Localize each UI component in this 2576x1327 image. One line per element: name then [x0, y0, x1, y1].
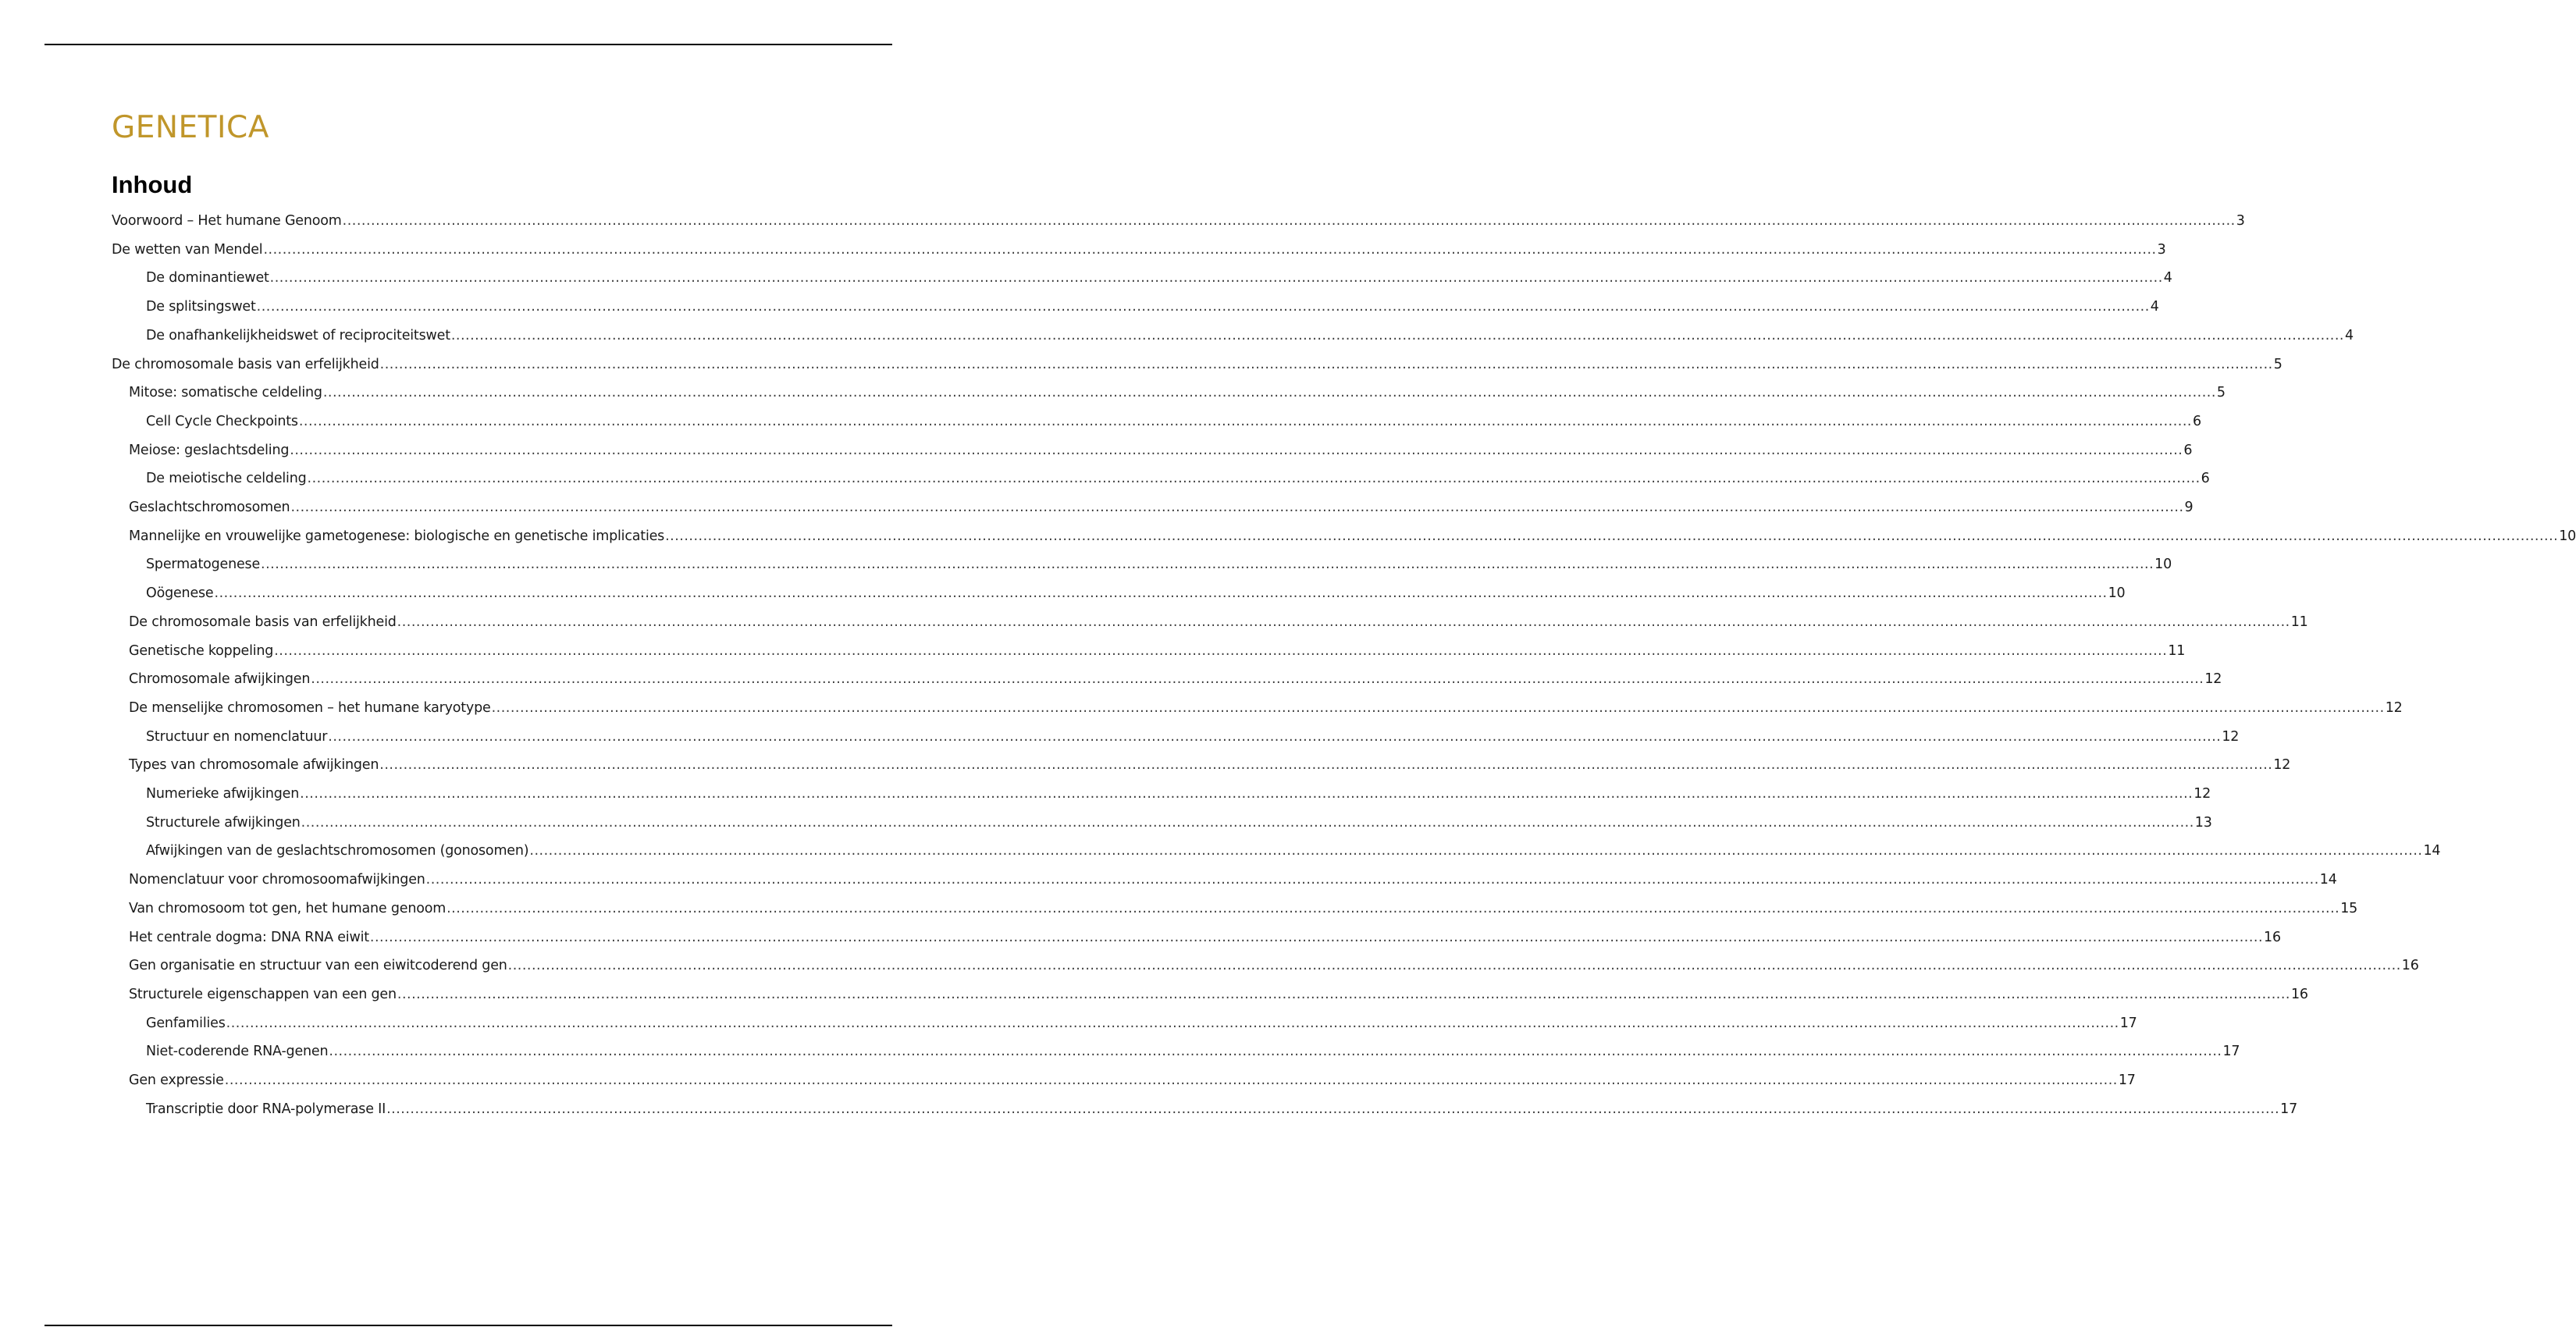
toc-dot-leader: ................................................................................................................................................................................................................................................................................................................................................................................................................ [290, 442, 2183, 458]
toc-entry-label: Niet-coderende RNA-genen [146, 1044, 329, 1060]
toc-page-number: 3 [2236, 213, 2245, 229]
toc-entry-label: De dominantiewet [146, 270, 269, 286]
toc-entry-label: Structuur en nomenclatuur [146, 728, 328, 745]
toc-entry[interactable] [112, 324, 2354, 347]
toc-entry[interactable] [112, 639, 2186, 663]
toc-dot-leader: ................................................................................................................................................................................................................................................................................................................................................................................................................ [507, 958, 2401, 974]
toc-page-number: 6 [2183, 442, 2193, 458]
toc-page-number: 17 [2222, 1044, 2240, 1060]
toc-entry[interactable] [112, 926, 2281, 949]
toc-page-number: 12 [2222, 728, 2240, 745]
toc-entry-label: Van chromosoom tot gen, het humane genoom [129, 900, 447, 916]
toc-dot-leader: ................................................................................................................................................................................................................................................................................................................................................................................................................ [256, 299, 2150, 315]
toc-entry-label: Meiose: geslachtsdeling [129, 442, 290, 458]
toc-dot-leader: ................................................................................................................................................................................................................................................................................................................................................................................................................ [425, 872, 2319, 888]
document-title: GENETICA [112, 110, 269, 145]
toc-entry[interactable] [112, 553, 2172, 576]
toc-dot-leader: ................................................................................................................................................................................................................................................................................................................................................................................................................ [311, 671, 2204, 688]
toc-entry[interactable] [112, 439, 2193, 462]
toc-dot-leader: ................................................................................................................................................................................................................................................................................................................................................................................................................ [298, 413, 2192, 429]
toc-dot-leader: ................................................................................................................................................................................................................................................................................................................................................................................................................ [307, 471, 2201, 487]
toc-entry-label: Genetische koppeling [129, 642, 274, 659]
toc-page-number: 15 [2340, 900, 2358, 916]
toc-page-number: 12 [2194, 786, 2211, 802]
toc-entry-label: Structurele eigenschappen van een gen [129, 986, 397, 1002]
toc-dot-leader: ................................................................................................................................................................................................................................................................................................................................................................................................................ [322, 385, 2216, 401]
toc-page-number: 4 [2344, 327, 2354, 343]
toc-entry[interactable] [112, 868, 2337, 891]
toc-page-number: 4 [2150, 299, 2159, 315]
toc-entry[interactable] [112, 381, 2226, 404]
toc-page-number: 10 [2559, 528, 2576, 544]
toc-entry[interactable] [112, 667, 2222, 691]
toc-page-number: 6 [2201, 471, 2210, 487]
toc-dot-leader: ................................................................................................................................................................................................................................................................................................................................................................................................................ [386, 1101, 2280, 1117]
toc-page-number: 17 [2119, 1015, 2137, 1031]
toc-dot-leader: ................................................................................................................................................................................................................................................................................................................................................................................................................ [379, 757, 2273, 774]
toc-page-number: 12 [2204, 671, 2222, 688]
toc-entry-label: De chromosomale basis van erfelijkheid [129, 614, 397, 630]
toc-page-number: 11 [2168, 642, 2186, 659]
toc-entry[interactable] [112, 496, 2194, 519]
toc-dot-leader: ................................................................................................................................................................................................................................................................................................................................................................................................................ [342, 213, 2236, 229]
toc-entry[interactable] [112, 954, 2419, 977]
toc-entry[interactable] [112, 266, 2172, 290]
toc-dot-leader: ................................................................................................................................................................................................................................................................................................................................................................................................................ [665, 528, 2559, 544]
toc-entry[interactable] [112, 753, 2291, 777]
toc-dot-leader: ................................................................................................................................................................................................................................................................................................................................................................................................................ [269, 270, 2163, 286]
toc-entry[interactable] [112, 839, 2441, 863]
toc-dot-leader: ................................................................................................................................................................................................................................................................................................................................................................................................................ [450, 327, 2344, 343]
toc-page-number: 10 [2154, 557, 2172, 573]
toc-page-number: 16 [2264, 929, 2281, 945]
toc-dot-leader: ................................................................................................................................................................................................................................................................................................................................................................................................................ [226, 1015, 2119, 1031]
toc-entry-label: De onafhankelijkheidswet of reciprociteitswet [146, 327, 450, 343]
toc-dot-leader: ................................................................................................................................................................................................................................................................................................................................................................................................................ [369, 929, 2264, 945]
toc-page-number: 13 [2194, 814, 2212, 831]
toc-entry[interactable] [112, 410, 2201, 433]
toc-entry-label: Het centrale dogma: DNA RNA eiwit [129, 929, 369, 945]
toc-dot-leader: ................................................................................................................................................................................................................................................................................................................................................................................................................ [224, 1073, 2118, 1088]
toc-entry-label: Chromosomale afwijkingen [129, 671, 311, 688]
toc-entry-label: Types van chromosomale afwijkingen [129, 757, 379, 774]
toc-entry-label: Geslachtschromosomen [129, 500, 290, 515]
toc-dot-leader: ................................................................................................................................................................................................................................................................................................................................................................................................................ [290, 500, 2184, 515]
toc-page-number: 16 [2290, 986, 2308, 1002]
toc-page-number: 3 [2157, 241, 2166, 258]
toc-page-number: 11 [2290, 614, 2308, 630]
toc-heading: Inhoud [112, 171, 193, 198]
toc-page-number: 12 [2273, 757, 2291, 774]
toc-entry-label: De splitsingswet [146, 299, 256, 315]
toc-entry-label: De wetten van Mendel [112, 241, 263, 258]
toc-entry-label: Cell Cycle Checkpoints [146, 413, 298, 429]
toc-entry-label: Mannelijke en vrouwelijke gametogenese: biologische en genetische implicaties [129, 528, 665, 544]
toc-entry-label: Genfamilies [146, 1015, 226, 1031]
toc-entry[interactable] [112, 525, 2576, 548]
toc-entry[interactable] [112, 983, 2308, 1006]
toc-page-number: 16 [2401, 958, 2419, 974]
toc-entry[interactable] [112, 353, 2282, 376]
toc-entry-label: Structurele afwijkingen [146, 814, 301, 831]
toc-dot-leader: ................................................................................................................................................................................................................................................................................................................................................................................................................ [301, 814, 2194, 831]
toc-entry[interactable] [112, 725, 2240, 749]
header-rule [44, 44, 892, 45]
toc-entry[interactable] [112, 209, 2245, 233]
toc-entry-label: Gen organisatie en structuur van een eiwitcoderend gen [129, 958, 507, 974]
toc-page-number: 14 [2319, 872, 2337, 888]
toc-dot-leader: ................................................................................................................................................................................................................................................................................................................................................................................................................ [447, 900, 2340, 916]
toc-entry[interactable] [112, 610, 2308, 634]
toc-entry[interactable] [112, 1069, 2136, 1092]
toc-entry-label: Afwijkingen van de geslachtschromosomen (gonosomen) [146, 843, 529, 859]
toc-page-number: 5 [2216, 385, 2226, 401]
toc-dot-leader: ................................................................................................................................................................................................................................................................................................................................................................................................................ [214, 585, 2108, 602]
toc-page-number: 9 [2184, 500, 2194, 515]
toc-dot-leader: ................................................................................................................................................................................................................................................................................................................................................................................................................ [261, 557, 2154, 573]
toc-dot-leader: ................................................................................................................................................................................................................................................................................................................................................................................................................ [263, 241, 2157, 258]
toc-entry-label: Oögenese [146, 585, 214, 602]
footer-rule [44, 1325, 892, 1326]
toc-page-number: 10 [2108, 585, 2126, 602]
toc-dot-leader: ................................................................................................................................................................................................................................................................................................................................................................................................................ [328, 728, 2222, 745]
toc-entry[interactable] [112, 295, 2159, 318]
toc-page-number: 5 [2273, 356, 2282, 372]
toc-dot-leader: ................................................................................................................................................................................................................................................................................................................................................................................................................ [329, 1044, 2222, 1060]
toc-dot-leader: ................................................................................................................................................................................................................................................................................................................................................................................................................ [491, 699, 2385, 716]
toc-dot-leader: ................................................................................................................................................................................................................................................................................................................................................................................................................ [274, 642, 2168, 659]
toc-entry-label: Voorwoord – Het humane Genoom [112, 213, 342, 229]
toc-entry-label: Spermatogenese [146, 557, 261, 573]
toc-dot-leader: ................................................................................................................................................................................................................................................................................................................................................................................................................ [529, 843, 2423, 859]
toc-entry[interactable] [112, 1040, 2240, 1063]
toc-dot-leader: ................................................................................................................................................................................................................................................................................................................................................................................................................ [300, 786, 2194, 802]
toc-entry[interactable] [112, 782, 2211, 806]
toc-entry[interactable] [112, 1098, 2298, 1121]
toc-entry-label: De meiotische celdeling [146, 471, 307, 487]
toc-entry-label: Gen expressie [129, 1073, 224, 1088]
toc-entry-label: Nomenclatuur voor chromosoomafwijkingen [129, 872, 425, 888]
toc-page-number: 6 [2192, 413, 2201, 429]
toc-entry[interactable] [112, 696, 2403, 720]
toc-entry[interactable] [112, 897, 2358, 920]
toc-entry-label: Transcriptie door RNA-polymerase II [146, 1101, 386, 1117]
toc-page-number: 14 [2423, 843, 2441, 859]
toc-entry-label: Mitose: somatische celdeling [129, 385, 322, 401]
toc-page-number: 17 [2280, 1101, 2298, 1117]
toc-entry[interactable] [112, 582, 2126, 605]
toc-entry-label: De menselijke chromosomen – het humane karyotype [129, 699, 491, 716]
toc-entry[interactable] [112, 467, 2210, 490]
toc-dot-leader: ................................................................................................................................................................................................................................................................................................................................................................................................................ [397, 986, 2290, 1002]
toc-entry[interactable] [112, 1012, 2137, 1035]
toc-page-number: 12 [2385, 699, 2403, 716]
toc-entry-label: Numerieke afwijkingen [146, 786, 300, 802]
toc-entry-label: De chromosomale basis van erfelijkheid [112, 356, 379, 372]
toc-dot-leader: ................................................................................................................................................................................................................................................................................................................................................................................................................ [379, 356, 2273, 372]
toc-entry[interactable] [112, 811, 2212, 834]
toc-page-number: 17 [2118, 1073, 2136, 1088]
toc-page-number: 4 [2163, 270, 2172, 286]
toc-dot-leader: ................................................................................................................................................................................................................................................................................................................................................................................................................ [397, 614, 2290, 630]
toc-entry[interactable] [112, 238, 2166, 261]
